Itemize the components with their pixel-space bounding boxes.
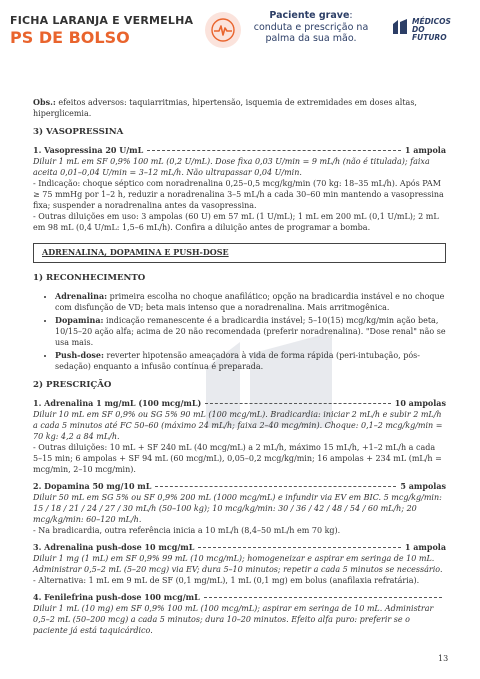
prescription-item [33,542,446,586]
item-label: 1. Vasopressina 20 U/mL [33,145,144,155]
item-quantity: 1 ampola [404,145,446,155]
bullet-text: indicação remanescente é a bradicardia instável; 5–10(15) mcg/kg/min ação beta, 10/15–20 ação alfa; acima de 20 não recomendada (preferir noradrenalina). "Dose renal" não se usa mais. [55,316,446,347]
bullet-term: Push-dose: [55,350,104,360]
item-dilution: Diluir 50 mL em SG 5% ou SF 0,9% 200 mL (1000 mcg/mL) e infundir via EV em BIC. 5 mcg/kg/min: 15 / 18 / 21 / 24 / 27 / 30 mL/h (50–100 kg); 10 mcg/kg/min: 30 / 36 / 42 / 48 / 54 / 60 mL/h; 20 mcg/kg/min: 60–120 mL/h. [33,493,442,524]
logo-text [412,18,451,42]
item-quantity: 10 ampolas [394,398,446,408]
bullet-term: Dopamina: [55,315,104,325]
logo-line2: DO FUTURO [412,25,447,42]
heartbeat-icon [205,12,241,48]
item-note: - Na bradicardia, outra referência inicia a 10 mL/h (8,4–50 mL/h em 70 kg). [33,526,341,535]
tagline-bold: Paciente grave [269,10,350,21]
item-quantity: 1 ampola [404,542,446,552]
leader-dots [204,597,442,598]
header-title-line2: PS DE BOLSO [10,28,130,47]
bullet-text: reverter hipotensão ameaçadora à vida de forma rápida (peri-intubação, pós-sedação) enquanto a infusão contínua é preparada. [55,351,420,371]
tagline-rest: : conduta e prescrição na palma da sua mão. [253,10,369,44]
logo-mark-icon [392,19,408,35]
header-tagline [252,10,370,45]
prescription-item [33,592,446,636]
item-dilution: Diluir 1 mL em SF 0,9% 100 mL (0,2 U/mL). Dose fixa 0,03 U/min = 9 mL/h (não é titulada); faixa aceita 0,01–0,04 U/min = 3–12 mL/h. Não ultrapassar 0,04 U/min. [33,157,430,177]
leader-dots [205,403,390,404]
list-item [55,291,446,313]
item-quantity: 5 ampolas [400,481,446,491]
leader-dots [147,150,401,151]
obs-text: efeitos adversos: taquiarritmias, hipertensão, isquemia de extremidades em doses altas, hiperglicemia. [33,98,417,118]
leader-dots [198,547,401,548]
list-item [55,315,446,348]
page-header [0,0,480,62]
item-header [33,592,446,603]
list-item [55,350,446,372]
vasopressina-heading: 3) VASOPRESSINA [33,127,124,137]
prescription-item [33,481,446,536]
reconhecimento-list [33,291,446,372]
item-dilution: Diluir 1 mg (1 mL) em SF 0,9% 99 mL (10 mcg/mL); homogeneizar e aspirar em seringa de 10 mL. Administrar 0,5–2 mL (5–20 mcg) via EV; dura 5–10 minutos; repetir a cada 5 minutos se necessário. [33,554,443,574]
item-note: - Alternativa: 1 mL em 9 mL de SF (0,1 mg/mL), 1 mL (0,1 mg) em bolus (anafilaxia refratária). [33,576,420,585]
leader-dots [155,486,396,487]
reconhecimento-heading: 1) RECONHECIMENTO [33,273,146,283]
prescricao-heading: 2) PRESCRIÇÃO [33,380,112,390]
item-header [33,145,446,156]
obs-paragraph [33,97,446,119]
item-note: - Outras diluições: 10 mL + SF 240 mL (40 mcg/mL) a 2 mL/h, máximo 15 mL/h, +1–2 mL/h a cada 5–15 min; 6 ampolas + SF 94 mL (60 mcg/mL), 0,05–0,2 mcg/kg/min; 16 ampolas + 234 mL (mL/h = mcg/min, 2–10 mcg/min). [33,443,442,474]
obs-label: Obs.: [33,97,56,107]
page-number: 13 [438,654,449,663]
item-label: 4. Fenilefrina push-dose 100 mcg/mL [33,592,200,602]
vasopressina-item [33,145,446,233]
bullet-text: primeira escolha no choque anafilático; opção na bradicardia instável e no choque com disfunção de VD; beta mais intenso que a noradrenalina. Mais arritmogênica. [55,292,445,312]
logo-line1: MÉDICOS [412,17,451,26]
item-label: 2. Dopamina 50 mg/10 mL [33,481,152,491]
header-title-block [10,14,193,47]
item-label: 3. Adrenalina push-dose 10 mcg/mL [33,542,195,552]
item-dilution: Diluir 1 mL (10 mg) em SF 0,9% 100 mL (100 mcg/mL); aspirar em seringa de 10 mL. Administrar 0,5–2 mL (50–200 mcg) a cada 5 minutos; dura 10–20 minutos. Efeito alfa puro: preferir se o paciente já está taquicárdico. [33,604,434,635]
prescription-item [33,398,446,475]
bullet-term: Adrenalina: [55,291,108,301]
section-title-box [33,243,446,263]
item-header [33,542,446,553]
header-title-line1: FICHA LARANJA E VERMELHA [10,14,194,27]
item-header [33,398,446,409]
item-indication: - Indicação: choque séptico com noradrenalina 0,25–0,5 mcg/kg/min (70 kg: 18–35 mL/h). Após PAM ≥ 75 mmHg por 1–2 h, reduzir a noradrenalina 3–5 mL/h a cada 30–60 min mantendo a vasopressina fixa; suspender a noradrenalina antes da vasopressina. [33,179,444,210]
item-other-dilutions: - Outras diluições em uso: 3 ampolas (60 U) em 57 mL (1 U/mL); 1 mL em 200 mL (0,1 U/mL); 2 mL em 98 mL (0,4 U/mL: 1,5–6 mL/h). Confira a diluição antes de programar a bomba. [33,212,439,232]
item-header [33,481,446,492]
item-dilution: Diluir 10 mL em SF 0,9% ou SG 5% 90 mL (100 mcg/mL). Bradicardia: iniciar 2 mL/h e subir 2 mL/h a cada 5 minutos até FC 50–60 (máximo 24 mL/h; faixa 2–40 mcg/min). Choque: 0,1–2 mcg/kg/min = 70 kg: 4,2 a 84 mL/h. [33,410,443,441]
document-body [33,97,446,642]
item-label: 1. Adrenalina 1 mg/mL (100 mcg/mL) [33,398,202,408]
section-title: ADRENALINA, DOPAMINA E PUSH-DOSE [42,247,229,257]
